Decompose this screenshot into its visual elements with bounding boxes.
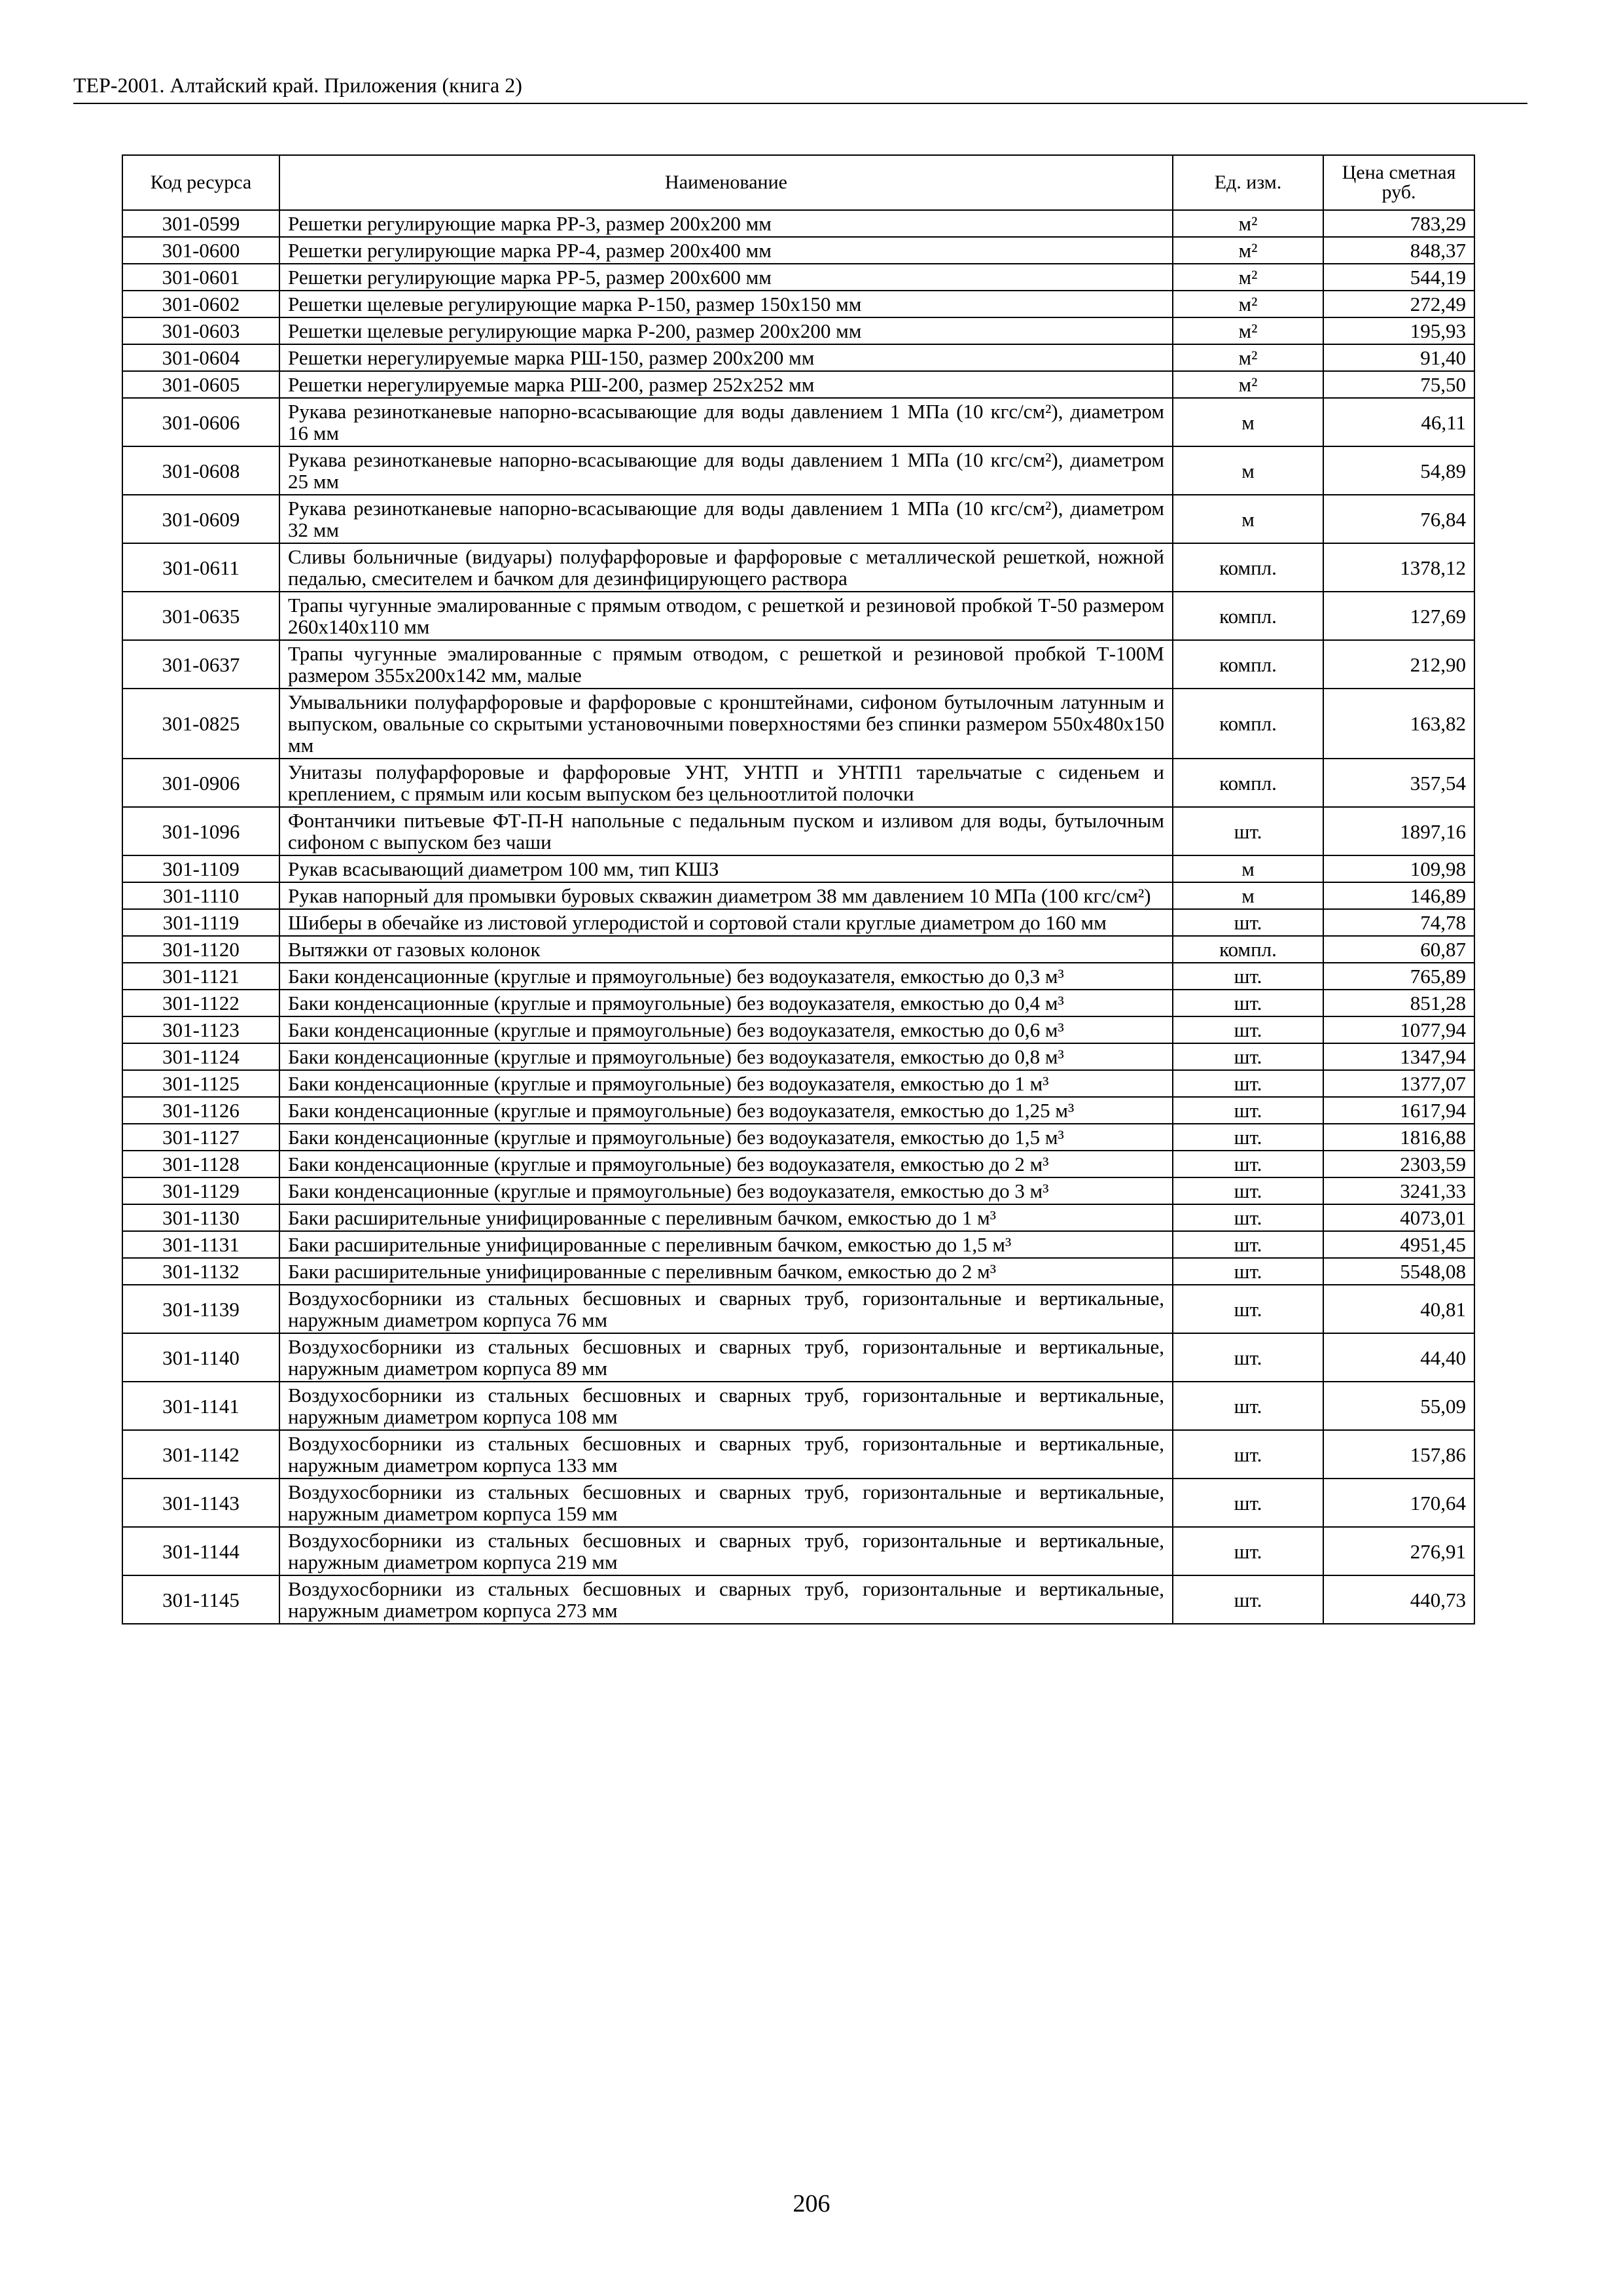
cell-price: 272,49 [1323, 291, 1474, 317]
cell-name: Воздухосборники из стальных бесшовных и сварных труб, горизонтальные и вертикальные, наружным диаметром корпуса 133 мм [279, 1430, 1173, 1479]
cell-price: 1378,12 [1323, 543, 1474, 592]
cell-price: 212,90 [1323, 640, 1474, 689]
cell-price: 109,98 [1323, 855, 1474, 882]
cell-unit: м² [1173, 237, 1323, 264]
cell-name: Баки конденсационные (круглые и прямоугольные) без водоуказателя, емкостью до 1,25 м³ [279, 1097, 1173, 1124]
cell-unit: шт. [1173, 1430, 1323, 1479]
cell-unit: шт. [1173, 1333, 1323, 1382]
cell-price: 146,89 [1323, 882, 1474, 909]
cell-name: Решетки щелевые регулирующие марка Р-200, размер 200x200 мм [279, 317, 1173, 344]
table-row [122, 1527, 1474, 1575]
cell-name: Решетки регулирующие марка РР-4, размер 200x400 мм [279, 237, 1173, 264]
cell-code: 301-0635 [122, 592, 279, 640]
table-header [122, 155, 1474, 210]
cell-unit: компл. [1173, 640, 1323, 689]
cell-price: 357,54 [1323, 759, 1474, 807]
header-row [122, 155, 1474, 210]
cell-unit: компл. [1173, 936, 1323, 963]
cell-unit: шт. [1173, 990, 1323, 1016]
cell-unit: шт. [1173, 963, 1323, 990]
cell-price: 75,50 [1323, 371, 1474, 398]
cell-unit: шт. [1173, 1527, 1323, 1575]
cell-price: 44,40 [1323, 1333, 1474, 1382]
table-row [122, 1430, 1474, 1479]
cell-unit: м [1173, 398, 1323, 446]
cell-unit: м² [1173, 317, 1323, 344]
cell-name: Воздухосборники из стальных бесшовных и сварных труб, горизонтальные и вертикальные, наружным диаметром корпуса 76 мм [279, 1285, 1173, 1333]
cell-price: 1347,94 [1323, 1043, 1474, 1070]
cell-price: 1897,16 [1323, 807, 1474, 855]
cell-name: Баки конденсационные (круглые и прямоугольные) без водоуказателя, емкостью до 0,8 м³ [279, 1043, 1173, 1070]
cell-price: 440,73 [1323, 1575, 1474, 1624]
cell-unit: м [1173, 882, 1323, 909]
cell-price: 170,64 [1323, 1479, 1474, 1527]
cell-unit: шт. [1173, 1575, 1323, 1624]
table-row [122, 592, 1474, 640]
table-row [122, 1479, 1474, 1527]
cell-name: Воздухосборники из стальных бесшовных и сварных труб, горизонтальные и вертикальные, наружным диаметром корпуса 273 мм [279, 1575, 1173, 1624]
table-row [122, 237, 1474, 264]
column-header-price: Цена сметная руб. [1323, 155, 1474, 210]
cell-price: 765,89 [1323, 963, 1474, 990]
table-row [122, 689, 1474, 759]
cell-code: 301-1130 [122, 1204, 279, 1231]
cell-name: Баки конденсационные (круглые и прямоугольные) без водоуказателя, емкостью до 1,5 м³ [279, 1124, 1173, 1151]
cell-unit: м² [1173, 210, 1323, 237]
cell-code: 301-0605 [122, 371, 279, 398]
table-row [122, 882, 1474, 909]
cell-unit: м [1173, 855, 1323, 882]
cell-unit: шт. [1173, 1231, 1323, 1258]
table-row [122, 344, 1474, 371]
table-row [122, 909, 1474, 936]
cell-code: 301-1122 [122, 990, 279, 1016]
table-row [122, 398, 1474, 446]
table-row [122, 1204, 1474, 1231]
table-row [122, 1151, 1474, 1177]
cell-name: Решетки регулирующие марка РР-5, размер 200x600 мм [279, 264, 1173, 291]
cell-code: 301-1143 [122, 1479, 279, 1527]
table-row [122, 1097, 1474, 1124]
table-row [122, 1258, 1474, 1285]
table-row [122, 1043, 1474, 1070]
cell-unit: компл. [1173, 689, 1323, 759]
table-row [122, 759, 1474, 807]
cell-unit: компл. [1173, 543, 1323, 592]
table-body [122, 210, 1474, 1624]
cell-unit: м² [1173, 371, 1323, 398]
column-header-name: Наименование [279, 155, 1173, 210]
table-row [122, 495, 1474, 543]
cell-code: 301-1124 [122, 1043, 279, 1070]
cell-code: 301-0602 [122, 291, 279, 317]
cell-name: Решетки регулирующие марка РР-3, размер 200x200 мм [279, 210, 1173, 237]
cell-unit: шт. [1173, 1097, 1323, 1124]
cell-name: Рукава резинотканевые напорно-всасывающие для воды давлением 1 МПа (10 кгс/см²), диаметром 32 мм [279, 495, 1173, 543]
cell-name: Баки конденсационные (круглые и прямоугольные) без водоуказателя, емкостью до 0,4 м³ [279, 990, 1173, 1016]
cell-price: 127,69 [1323, 592, 1474, 640]
cell-unit: шт. [1173, 1124, 1323, 1151]
cell-price: 848,37 [1323, 237, 1474, 264]
cell-unit: шт. [1173, 1479, 1323, 1527]
cell-price: 46,11 [1323, 398, 1474, 446]
cell-unit: шт. [1173, 909, 1323, 936]
cell-name: Баки расширительные унифицированные с переливным бачком, емкостью до 1 м³ [279, 1204, 1173, 1231]
cell-unit: шт. [1173, 807, 1323, 855]
cell-price: 74,78 [1323, 909, 1474, 936]
cell-code: 301-1142 [122, 1430, 279, 1479]
cell-code: 301-1123 [122, 1016, 279, 1043]
cell-name: Баки конденсационные (круглые и прямоугольные) без водоуказателя, емкостью до 0,3 м³ [279, 963, 1173, 990]
cell-code: 301-0608 [122, 446, 279, 495]
table-row [122, 1333, 1474, 1382]
cell-name: Баки конденсационные (круглые и прямоугольные) без водоуказателя, емкостью до 0,6 м³ [279, 1016, 1173, 1043]
cell-unit: шт. [1173, 1016, 1323, 1043]
cell-unit: шт. [1173, 1382, 1323, 1430]
cell-name: Баки конденсационные (круглые и прямоугольные) без водоуказателя, емкостью до 3 м³ [279, 1177, 1173, 1204]
cell-price: 544,19 [1323, 264, 1474, 291]
cell-code: 301-1119 [122, 909, 279, 936]
cell-unit: м² [1173, 264, 1323, 291]
table-row [122, 1382, 1474, 1430]
table-row [122, 446, 1474, 495]
table-row [122, 371, 1474, 398]
cell-code: 301-1120 [122, 936, 279, 963]
cell-code: 301-0604 [122, 344, 279, 371]
cell-code: 301-1125 [122, 1070, 279, 1097]
table-row [122, 990, 1474, 1016]
cell-unit: компл. [1173, 592, 1323, 640]
cell-name: Воздухосборники из стальных бесшовных и сварных труб, горизонтальные и вертикальные, наружным диаметром корпуса 159 мм [279, 1479, 1173, 1527]
cell-name: Сливы больничные (видуары) полуфарфоровые и фарфоровые с металлической решеткой, ножной педалью, смесителем и бачком для дезинфицирующего раствора [279, 543, 1173, 592]
cell-code: 301-1132 [122, 1258, 279, 1285]
cell-unit: м² [1173, 291, 1323, 317]
cell-code: 301-1140 [122, 1333, 279, 1382]
cell-price: 1617,94 [1323, 1097, 1474, 1124]
cell-price: 783,29 [1323, 210, 1474, 237]
cell-price: 2303,59 [1323, 1151, 1474, 1177]
cell-name: Воздухосборники из стальных бесшовных и сварных труб, горизонтальные и вертикальные, наружным диаметром корпуса 219 мм [279, 1527, 1173, 1575]
cell-name: Решетки нерегулируемые марка РШ-200, размер 252x252 мм [279, 371, 1173, 398]
cell-code: 301-1110 [122, 882, 279, 909]
cell-code: 301-1144 [122, 1527, 279, 1575]
cell-code: 301-1141 [122, 1382, 279, 1430]
table-row [122, 1124, 1474, 1151]
cell-code: 301-0637 [122, 640, 279, 689]
cell-price: 3241,33 [1323, 1177, 1474, 1204]
cell-name: Баки расширительные унифицированные с переливным бачком, емкостью до 1,5 м³ [279, 1231, 1173, 1258]
cell-name: Рукав напорный для промывки буровых скважин диаметром 38 мм давлением 10 МПа (100 кгс/см²) [279, 882, 1173, 909]
cell-code: 301-1128 [122, 1151, 279, 1177]
cell-name: Рукава резинотканевые напорно-всасывающие для воды давлением 1 МПа (10 кгс/см²), диаметром 16 мм [279, 398, 1173, 446]
cell-unit: шт. [1173, 1285, 1323, 1333]
cell-price: 76,84 [1323, 495, 1474, 543]
cell-code: 301-1127 [122, 1124, 279, 1151]
cell-unit: м [1173, 495, 1323, 543]
cell-price: 163,82 [1323, 689, 1474, 759]
cell-price: 276,91 [1323, 1527, 1474, 1575]
cell-unit: шт. [1173, 1151, 1323, 1177]
cell-price: 1377,07 [1323, 1070, 1474, 1097]
cell-code: 301-0609 [122, 495, 279, 543]
table-row [122, 1177, 1474, 1204]
cell-name: Воздухосборники из стальных бесшовных и сварных труб, горизонтальные и вертикальные, наружным диаметром корпуса 108 мм [279, 1382, 1173, 1430]
cell-code: 301-1145 [122, 1575, 279, 1624]
cell-price: 195,93 [1323, 317, 1474, 344]
table-row [122, 543, 1474, 592]
table-row [122, 855, 1474, 882]
cell-price: 1816,88 [1323, 1124, 1474, 1151]
cell-code: 301-0603 [122, 317, 279, 344]
table-row [122, 640, 1474, 689]
column-header-unit: Ед. изм. [1173, 155, 1323, 210]
cell-code: 301-1129 [122, 1177, 279, 1204]
cell-name: Рукава резинотканевые напорно-всасывающие для воды давлением 1 МПа (10 кгс/см²), диаметром 25 мм [279, 446, 1173, 495]
cell-unit: шт. [1173, 1070, 1323, 1097]
cell-name: Решетки нерегулируемые марка РШ-150, размер 200x200 мм [279, 344, 1173, 371]
cell-name: Баки конденсационные (круглые и прямоугольные) без водоуказателя, емкостью до 1 м³ [279, 1070, 1173, 1097]
cell-unit: компл. [1173, 759, 1323, 807]
cell-code: 301-1121 [122, 963, 279, 990]
table-row [122, 1070, 1474, 1097]
cell-price: 1077,94 [1323, 1016, 1474, 1043]
table-row [122, 264, 1474, 291]
page-number: 206 [793, 2190, 830, 2217]
price-table [122, 154, 1475, 1624]
price-table-container [122, 154, 1474, 1624]
table-row [122, 1575, 1474, 1624]
table-row [122, 1016, 1474, 1043]
cell-name: Баки расширительные унифицированные с переливным бачком, емкостью до 2 м³ [279, 1258, 1173, 1285]
cell-code: 301-0906 [122, 759, 279, 807]
cell-name: Решетки щелевые регулирующие марка Р-150, размер 150x150 мм [279, 291, 1173, 317]
cell-code: 301-1131 [122, 1231, 279, 1258]
table-row [122, 963, 1474, 990]
cell-code: 301-0825 [122, 689, 279, 759]
cell-unit: м² [1173, 344, 1323, 371]
cell-unit: шт. [1173, 1177, 1323, 1204]
cell-price: 4951,45 [1323, 1231, 1474, 1258]
cell-price: 851,28 [1323, 990, 1474, 1016]
cell-price: 91,40 [1323, 344, 1474, 371]
cell-code: 301-1096 [122, 807, 279, 855]
cell-price: 40,81 [1323, 1285, 1474, 1333]
cell-price: 157,86 [1323, 1430, 1474, 1479]
cell-unit: шт. [1173, 1204, 1323, 1231]
cell-price: 54,89 [1323, 446, 1474, 495]
cell-name: Шиберы в обечайке из листовой углеродистой и сортовой стали круглые диаметром до 160 мм [279, 909, 1173, 936]
cell-code: 301-0600 [122, 237, 279, 264]
cell-price: 60,87 [1323, 936, 1474, 963]
page-header: ТЕР-2001. Алтайский край. Приложения (книга 2) [73, 73, 1527, 104]
table-row [122, 807, 1474, 855]
table-row [122, 317, 1474, 344]
cell-unit: шт. [1173, 1043, 1323, 1070]
cell-name: Фонтанчики питьевые ФТ-П-Н напольные с педальным пуском и изливом для воды, бутылочным сифоном с выпуском без чаши [279, 807, 1173, 855]
cell-code: 301-0601 [122, 264, 279, 291]
table-row [122, 210, 1474, 237]
cell-code: 301-1139 [122, 1285, 279, 1333]
cell-code: 301-1109 [122, 855, 279, 882]
table-row [122, 936, 1474, 963]
cell-price: 5548,08 [1323, 1258, 1474, 1285]
cell-code: 301-0599 [122, 210, 279, 237]
cell-code: 301-1126 [122, 1097, 279, 1124]
cell-name: Умывальники полуфарфоровые и фарфоровые с кронштейнами, сифоном бутылочным латунным и выпуском, овальные со скрытыми установочными поверхностями без спинки размером 550x480x150 мм [279, 689, 1173, 759]
cell-code: 301-0606 [122, 398, 279, 446]
table-row [122, 1285, 1474, 1333]
cell-name: Трапы чугунные эмалированные с прямым отводом, с решеткой и резиновой пробкой Т-100М размером 355x200x142 мм, малые [279, 640, 1173, 689]
cell-name: Унитазы полуфарфоровые и фарфоровые УНТ, УНТП и УНТП1 тарельчатые с сиденьем и креплением, с прямым или косым выпуском без цельноотлитой полочки [279, 759, 1173, 807]
cell-name: Вытяжки от газовых колонок [279, 936, 1173, 963]
cell-name: Воздухосборники из стальных бесшовных и сварных труб, горизонтальные и вертикальные, наружным диаметром корпуса 89 мм [279, 1333, 1173, 1382]
column-header-code: Код ресурса [122, 155, 279, 210]
cell-name: Рукав всасывающий диаметром 100 мм, тип КШЗ [279, 855, 1173, 882]
cell-unit: шт. [1173, 1258, 1323, 1285]
table-row [122, 291, 1474, 317]
cell-name: Трапы чугунные эмалированные с прямым отводом, с решеткой и резиновой пробкой Т-50 размером 260x140x110 мм [279, 592, 1173, 640]
table-row [122, 1231, 1474, 1258]
cell-price: 4073,01 [1323, 1204, 1474, 1231]
cell-name: Баки конденсационные (круглые и прямоугольные) без водоуказателя, емкостью до 2 м³ [279, 1151, 1173, 1177]
cell-price: 55,09 [1323, 1382, 1474, 1430]
cell-code: 301-0611 [122, 543, 279, 592]
cell-unit: м [1173, 446, 1323, 495]
